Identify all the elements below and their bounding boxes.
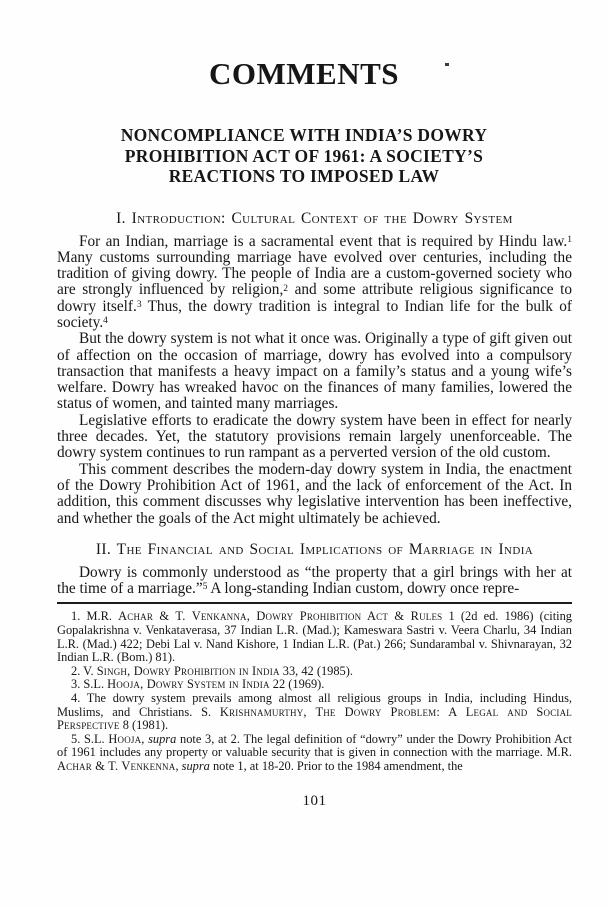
text-run: 1. M.R. bbox=[71, 609, 119, 624]
footnote-ref-4: 4 bbox=[103, 316, 108, 327]
text-run: 4. The dowry system prevails among almost all religious groups in India, including Hindus, Muslims, and Christians. S. bbox=[57, 691, 572, 719]
footnote-separator bbox=[57, 602, 572, 604]
footnote-2 bbox=[57, 665, 572, 679]
footnote-ref-5: 5 bbox=[202, 582, 208, 593]
text-run: 22 (1969). bbox=[269, 677, 325, 692]
text-run: Dowry is commonly understood as “the property that a girl brings with her at the time of a marriage.” bbox=[57, 563, 572, 598]
article-title-line-2: PROHIBITION ACT OF 1961: A SOCIETY’S bbox=[124, 145, 484, 166]
text-run: But the dowry system is not what it once was. Originally a type of gift given out of affection on the occasion of marriage, dowry has evolved into a compulsory transaction that manifests a heavy impact on a family’s status and a young wife’s welfare. Dowry has wreaked havoc on the finances of many families, lowered the status of women, and tainted many marriages. bbox=[57, 330, 572, 413]
section-1-paragraph-2 bbox=[57, 331, 572, 412]
ink-speck bbox=[445, 63, 449, 66]
text-run: Legislative efforts to eradicate the dowry system have been in effect for nearly three decades. Yet, the statutory provisions remain largely unenforceable. The dowry system continues to run rampant as a perverted version of the old custom. bbox=[57, 411, 572, 462]
text-run: 1 (2d ed. 1986) (citing Gopalakrishna v. Venkataverasa, 37 Indian L.R. (Mad.); Kameswara Sastri v. Veera Charlu, 34 Indian L.R. (Mad.) 422; Debi Lal v. Nand Kishore, 1 Indian L.R. (Pat.) 266; Sundarambal v. Shivnarayan, 32 Indian L.R. (Bom.) 81). bbox=[57, 609, 572, 665]
section-2-heading: II. The Financial and Social Implications of Marriage in India bbox=[95, 540, 534, 558]
text-run: Krishnamurthy, The Dowry Problem: A Legal and Social Perspective bbox=[57, 704, 572, 733]
text-run: note 3, at 2. The legal definition of “dowry” under the Dowry Prohibition Act of 1961 includes any property or valuable security that is given in connection with the marriage. M.R. bbox=[57, 731, 572, 760]
text-run: 5. S.L. bbox=[71, 731, 109, 746]
text-run: supra bbox=[148, 731, 177, 746]
text-run: 3. S.L. bbox=[71, 677, 108, 692]
text-run: A long-standing Indian custom, dowry once repre- bbox=[207, 580, 520, 598]
text-run: For an Indian, marriage is a sacramental event that is required by Hindu law. bbox=[79, 232, 568, 250]
footnote-4 bbox=[57, 692, 572, 733]
text-run: 33, 42 (1985). bbox=[279, 663, 353, 678]
text-run: Thus, the dowry tradition is integral to Indian life for the bulk of society. bbox=[57, 297, 572, 331]
section-1-paragraph-3 bbox=[57, 413, 572, 462]
footnote-ref-1: 1 bbox=[567, 234, 572, 245]
text-run: Many customs surrounding marriage have evolved over centuries, including the tradition of giving dowry. The people of India are a custom-governed society who are strongly influenced by religion, bbox=[57, 248, 572, 299]
page-number: 101 bbox=[302, 792, 327, 809]
article-title bbox=[0, 125, 608, 187]
text-run: supra bbox=[181, 758, 210, 773]
text-run: 2. V. bbox=[71, 663, 97, 678]
comments-heading: COMMENTS bbox=[209, 56, 399, 91]
text-run: Achar & T. Venkanna, Dowry Prohibition Act & Rules bbox=[118, 609, 443, 624]
text-run: , bbox=[141, 731, 149, 746]
section-1-heading: I. Introduction: Cultural Context of the Dowry System bbox=[116, 209, 513, 227]
text-run: Hooja, Dowry System in India bbox=[107, 677, 270, 692]
section-2-paragraph-1 bbox=[57, 565, 572, 598]
text-run: This comment describes the modern-day dowry system in India, the enactment of the Dowry Prohibition Act of 1961, and the lack of enforcement of the Act. In addition, this comment discusses why legislative intervention has been ineffective, and whether the goals of the Act might ultimately be achieved. bbox=[57, 460, 572, 527]
text-run: Singh, Dowry Prohibition in India bbox=[96, 663, 280, 678]
section-1-paragraph-4 bbox=[57, 462, 572, 527]
section-1-paragraph-1 bbox=[57, 234, 572, 332]
article-title-line-3: REACTIONS TO IMPOSED LAW bbox=[168, 166, 440, 186]
footnote-5 bbox=[57, 733, 572, 774]
text-run: and some attribute religious significance to dowry itself. bbox=[57, 281, 572, 315]
footnote-ref-2: 2 bbox=[283, 283, 289, 294]
text-run: note 1, at 18-20. Prior to the 1984 amendment, the bbox=[209, 758, 463, 773]
footnotes-block bbox=[57, 610, 572, 773]
article-body bbox=[57, 210, 572, 810]
article-title-line-1: NONCOMPLIANCE WITH INDIA’S DOWRY bbox=[120, 125, 488, 145]
text-run: Achar & T. Venkenna bbox=[57, 758, 176, 773]
footnote-3 bbox=[57, 678, 572, 692]
text-run: Hooja bbox=[108, 731, 142, 746]
footnote-1 bbox=[57, 610, 572, 664]
footnote-ref-3: 3 bbox=[136, 299, 142, 310]
text-run: , bbox=[175, 758, 182, 773]
text-run: 8 (1981). bbox=[119, 718, 169, 733]
